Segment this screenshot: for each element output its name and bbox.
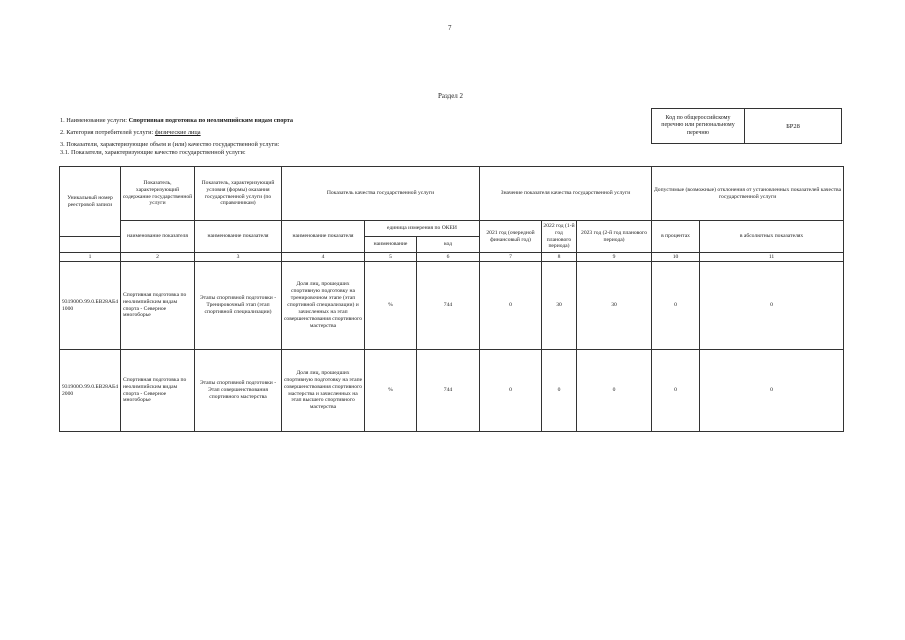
indicator-cell: Доля лиц, прошедших спортивную подготовку на тренировочном этапе (этап спортивной специализации) и зачисленных на этап совершенствования спортивного мастерства [282,262,365,350]
service-name-value: Спортивная подготовка по неолимпийским видам спорта [128,117,294,124]
col-number: 11 [700,253,844,262]
unit-name-cell: % [365,262,417,350]
header-deviations: Допустимые (возможные) отклонения от установленных показателей качества государственной услуги [652,167,844,221]
column-numbers-row [60,253,844,262]
header-content-name: наименование показателя [121,221,195,253]
quality-line: 3.1. Показатели, характеризующие качество государственной услуги: [60,149,246,156]
content-cell: Спортивная подготовка по неолимпийским видам спорта - Северное многоборье [121,350,195,432]
header-year-2023: 2023 год (2-й год планового периода) [577,221,652,253]
value-2022-cell: 0 [542,350,577,432]
percent-cell: 0 [652,262,700,350]
consumer-category-label: 2. Категория потребителей услуги: [60,129,154,136]
header-percent: в процентах [652,221,700,253]
section-title: Раздел 2 [438,92,464,100]
percent-cell: 0 [652,350,700,432]
header-conditions-indicator: Показатель, характеризующий условия (формы) оказания государственной услуги (по справочникам) [195,167,282,221]
header-absolute: в абсолютных показателях [700,221,844,253]
value-2021-cell: 0 [480,350,542,432]
indicator-cell: Доля лиц, прошедших спортивную подготовку на этапе совершенствования спортивного мастерства и зачисленных на этап высшего спортивного мастерства [282,350,365,432]
col-number: 8 [542,253,577,262]
quality-indicators-table [59,166,844,432]
absolute-cell: 0 [700,262,844,350]
col-number: 10 [652,253,700,262]
consumer-category-value: физические лица [154,129,201,136]
value-2022-cell: 30 [542,262,577,350]
conditions-cell: Этапы спортивной подготовки - Тренировочный этап (этап спортивной специализации) [195,262,282,350]
header-year-2022: 2022 год (1-й год планового периода) [542,221,577,253]
content-cell: Спортивная подготовка по неолимпийским видам спорта - Северное многоборье [121,262,195,350]
registry-code-box [651,108,842,144]
col-number: 1 [60,253,121,262]
unique-number-cell: 931900О.99.0.БВ28АБ42000 [60,350,121,432]
consumer-category-line [60,129,201,136]
header-year-2021: 2021 год (очередной финансовый год) [480,221,542,253]
col-number: 4 [282,253,365,262]
value-2021-cell: 0 [480,262,542,350]
unit-code-cell: 744 [417,350,480,432]
col-number: 5 [365,253,417,262]
table-row [60,350,844,432]
col-number: 2 [121,253,195,262]
service-name-line [60,117,293,124]
col-number: 9 [577,253,652,262]
col-number: 6 [417,253,480,262]
indicators-line: 3. Показатели, характеризующие объем и (или) качество государственной услуги: [60,141,280,148]
conditions-cell: Этапы спортивной подготовки - Этап совершенствования спортивного мастерства [195,350,282,432]
header-unique-number-filler [60,237,121,253]
col-number: 3 [195,253,282,262]
unique-number-cell: 931900О.99.0.БВ28АБ41000 [60,262,121,350]
service-name-label: 1. Наименование услуги: [60,117,128,124]
header-conditions-name: наименование показателя [195,221,282,253]
value-2023-cell: 30 [577,262,652,350]
header-content-indicator: Показатель, характеризующий содержание государственной услуги [121,167,195,221]
header-quality-values: Значение показателя качества государственной услуги [480,167,652,221]
header-quality-indicator: Показатель качества государственной услуги [282,167,480,221]
unit-name-cell: % [365,350,417,432]
unit-code-cell: 744 [417,262,480,350]
header-unit-name: наименование [365,237,417,253]
registry-code-value: БР28 [786,122,800,130]
header-unit-okei: единица измерения по ОКЕИ [365,221,480,237]
header-unique-number: Уникальный номер реестровой записи [60,167,121,237]
table-row [60,262,844,350]
header-unit-code: код [417,237,480,253]
page-number: 7 [448,24,452,32]
header-quality-name: наименование показателя [282,221,365,253]
absolute-cell: 0 [700,350,844,432]
registry-code-label: Код по общероссийскому перечню или региональному перечню [652,109,745,143]
col-number: 7 [480,253,542,262]
value-2023-cell: 0 [577,350,652,432]
